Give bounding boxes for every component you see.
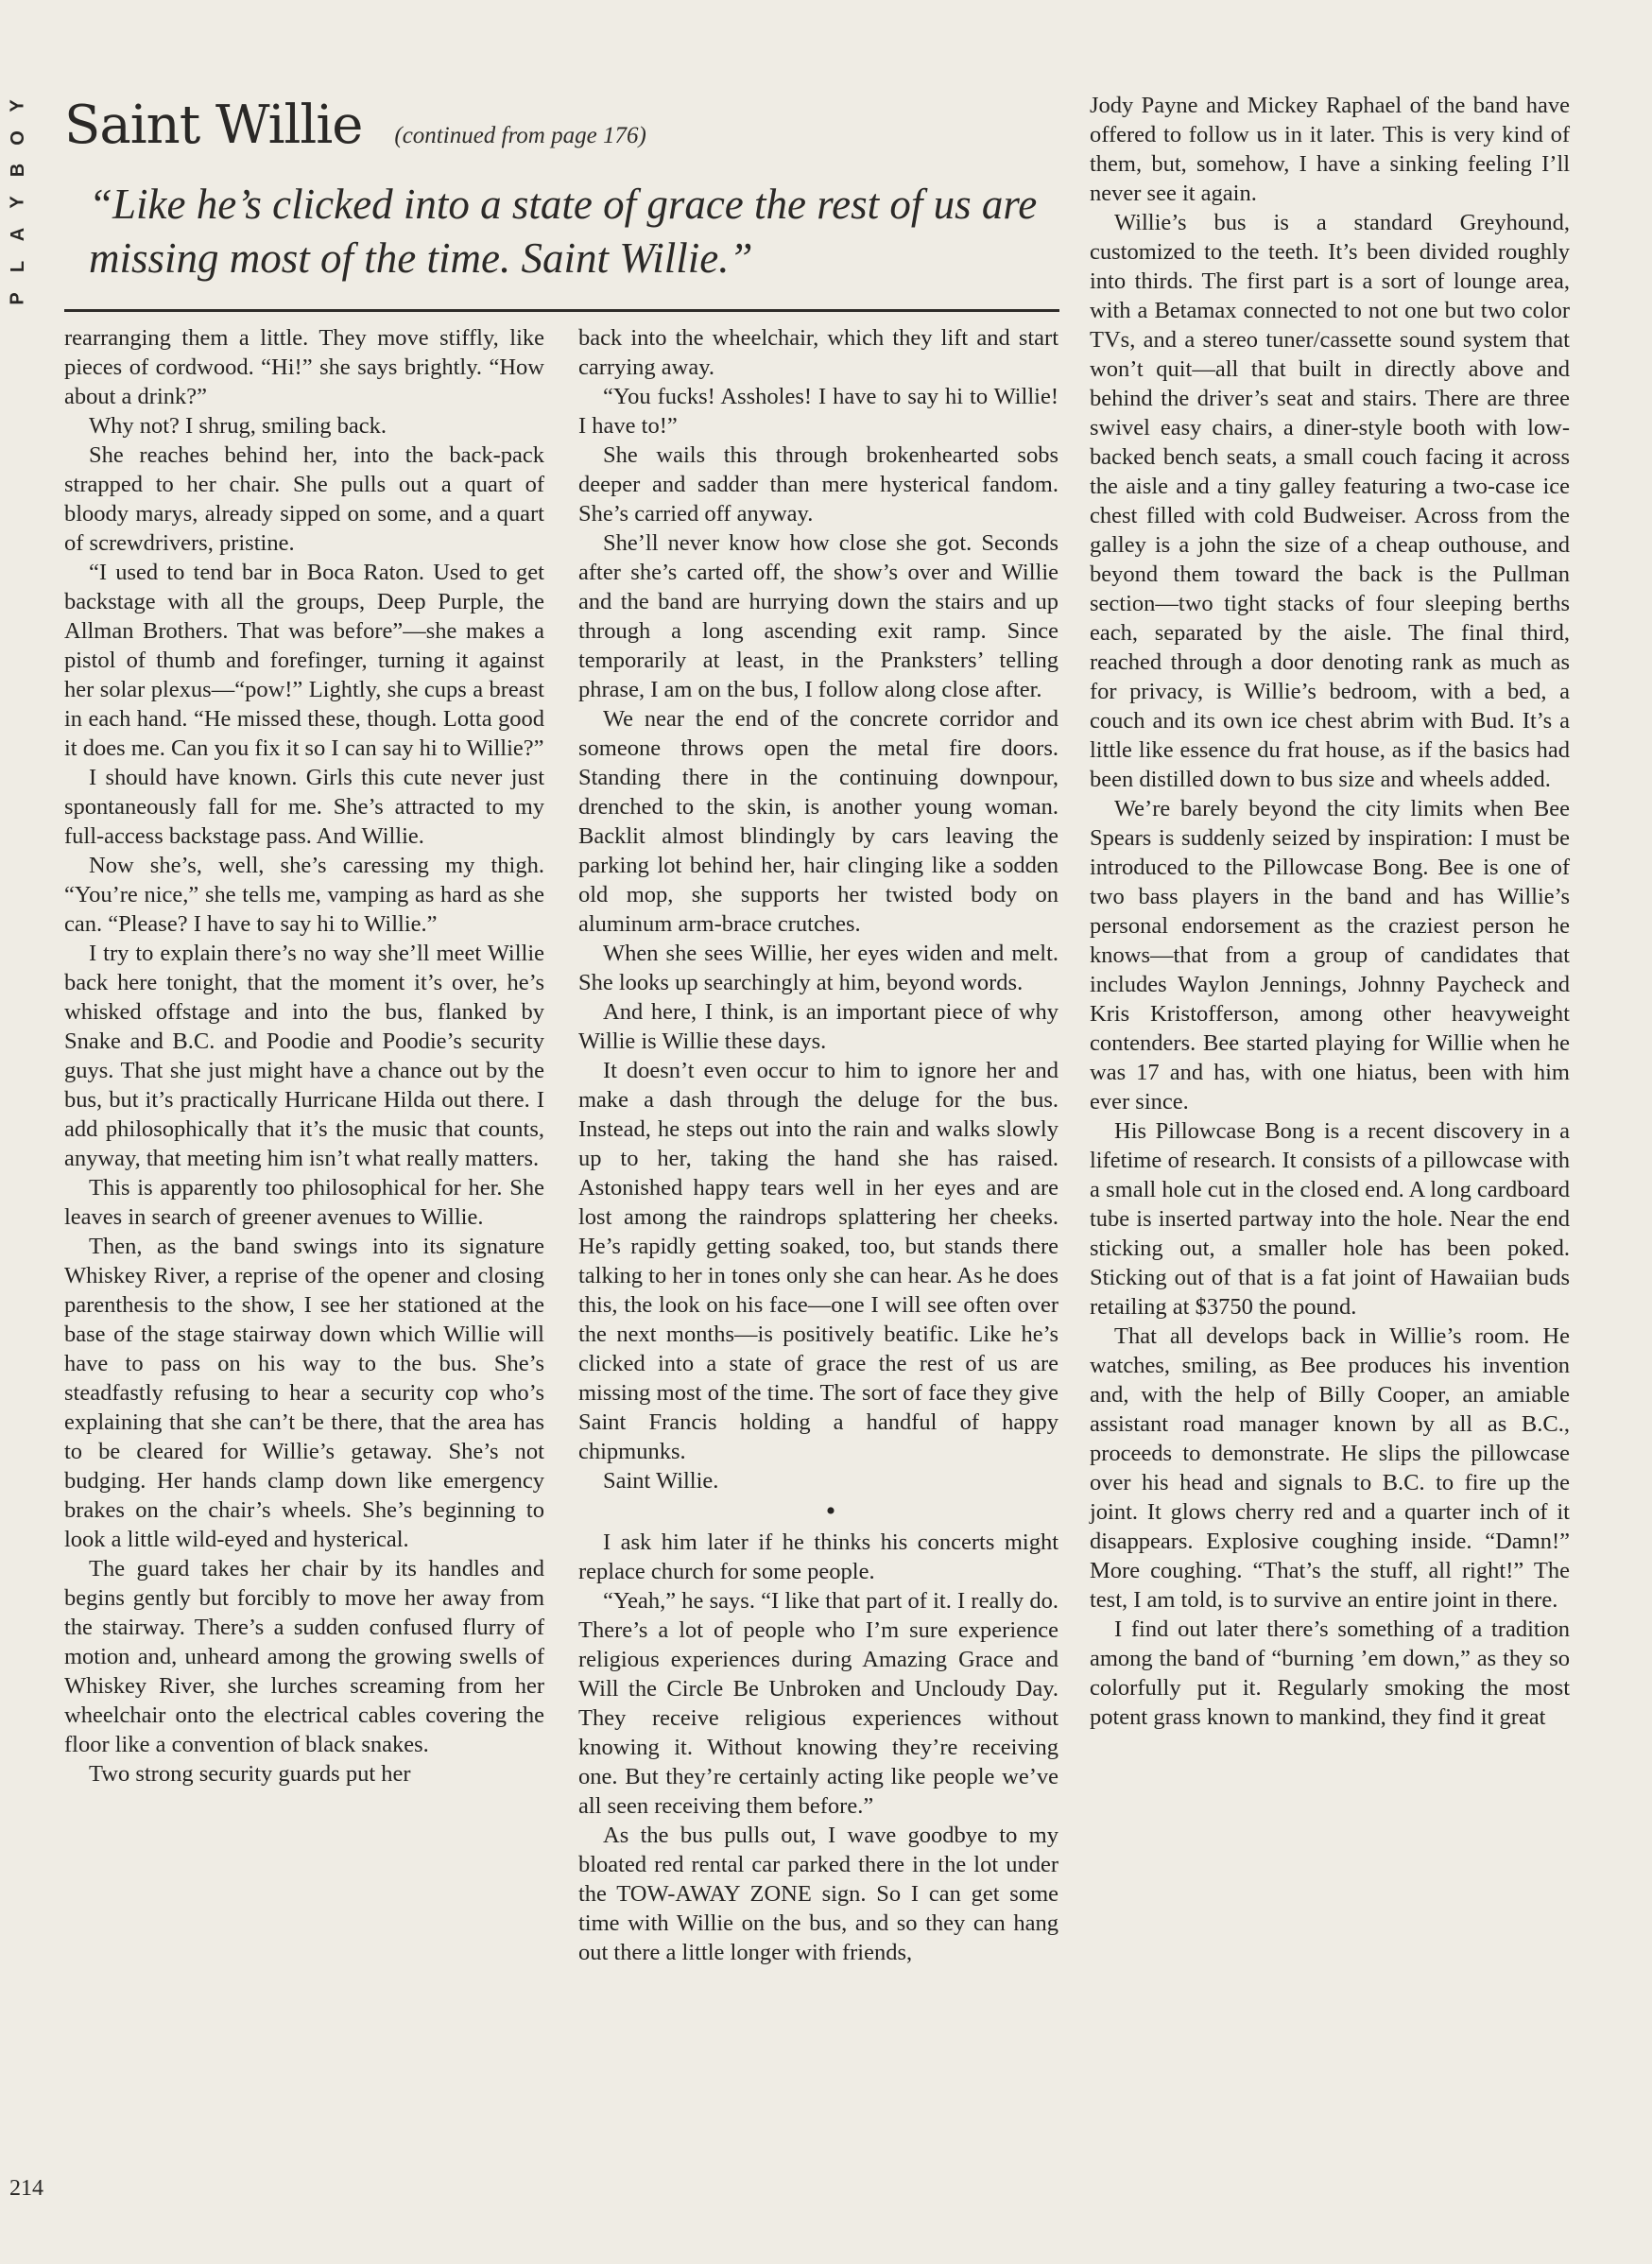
paragraph: Jody Payne and Mickey Raphael of the band have offered to follow us in it later. This is very kind of them, but, somehow, I have a sinking feeling I’ll never see it again. xyxy=(1090,93,1570,206)
article-header xyxy=(64,95,1057,156)
paragraph: Willie’s bus is a standard Greyhound, customized to the teeth. It’s been divided roughly into thirds. The first part is a sort of lounge area, with a Betamax connected to not one but two color TVs, and a stereo tuner/cassette sound system that won’t quit—all that built in directly above and behind the driver’s seat and stairs. There are three swivel easy chairs, a diner-style booth with low-backed bench seats, a small couch facing it across the aisle and a tiny galley featuring a two-case ice chest filled with cold Budweiser. Across from the galley is a john the size of a cheap outhouse, and beyond them toward the back is the Pullman section—two tight stacks of four sleeping berths each, separated by the aisle. The final third, reached through a door denoting rank as much as for privacy, is Willie’s bedroom, with a bed, a couch and its own ice chest abrim with Bud. It’s a little like essence du frat house, as if the basics had been distilled down to bus size and wheels added. xyxy=(1090,210,1570,792)
spine-letter: B xyxy=(7,163,28,178)
paragraph: We’re barely beyond the city limits when Bee Spears is suddenly seized by inspiration: I must be introduced to the Pillowcase Bong. Bee is one of two bass players in the band and has Willie’s personal endorsement as the craziest person he knows—that from a group of candidates that includes Waylon Jennings, Johnny Paycheck and Kris Kristofferson, among other heavyweight contenders. Bee started playing for Willie when he was 17 and has, with one hiatus, been with him ever since. xyxy=(1090,796,1570,1115)
spine-letter: O xyxy=(8,130,28,146)
text-column-1 xyxy=(64,323,544,1789)
magazine-spine-label xyxy=(4,90,32,354)
paragraph: “I used to tend bar in Boca Raton. Used to get backstage with all the groups, Deep Purple, the Allman Brothers. That was before”—she makes a pistol of thumb and forefinger, turning it against her solar plexus—“pow!” Lightly, she cups a breast in each hand. “He missed these, though. Lotta good it does me. Can you fix it so I can say hi to Willie?” xyxy=(64,560,544,761)
paragraph: She reaches behind her, into the back-pack strapped to her chair. She pulls out a quart of bloody marys, already sipped on some, and a quart of screwdrivers, pristine. xyxy=(64,442,544,556)
paragraph: This is apparently too philosophical for her. She leaves in search of greener avenues to Willie. xyxy=(64,1175,544,1230)
paragraph: When she sees Willie, her eyes widen and melt. She looks up searchingly at him, beyond words. xyxy=(578,941,1058,995)
paragraph: back into the wheelchair, which they lift and start carrying away. xyxy=(578,325,1058,380)
section-break-bullet: • xyxy=(825,1495,836,1527)
paragraph: Then, as the band swings into its signature Whiskey River, a reprise of the opener and closing parenthesis to the show, I see her stationed at the base of the stage stairway down which Willie will have to pass on his way to the bus. She’s steadfastly refusing to hear a security cop who’s explaining that she can’t be there, that the area has to be cleared for Willie’s getaway. She’s not budging. Her hands clamp down like emergency brakes on the chair’s wheels. She’s beginning to look a little wild-eyed and hysterical. xyxy=(64,1234,544,1552)
paragraph: And here, I think, is an important piece of why Willie is Willie these days. xyxy=(578,999,1058,1054)
paragraph: It doesn’t even occur to him to ignore her and make a dash through the deluge for the bus. Instead, he steps out into the rain and walks slowly up to her, taking the hand she has raised. Astonished happy tears well in her eyes and are lost among the raindrops splattering her cheeks. He’s rapidly getting soaked, too, but stands there talking to her in tones only she can hear. As he does this, the look on his face—one I will see often over the next months—is positively beatific. Like he’s clicked into a state of grace the rest of us are missing most of the time. The sort of face they give Saint Francis holding a handful of happy chipmunks. xyxy=(578,1058,1058,1464)
article-title: Saint Willie xyxy=(64,95,363,156)
text-column-2 xyxy=(578,323,1058,1967)
paragraph: We near the end of the concrete corridor and someone throws open the metal fire doors. Standing there in the continuing downpour, drenched to the skin, is another young woman. Backlit almost blindingly by cars leaving the parking lot behind her, hair clinging like a sodden old mop, she supports her twisted body on aluminum arm-brace crutches. xyxy=(578,706,1058,937)
spine-letter: Y xyxy=(8,196,28,209)
continued-note: (continued from page 176) xyxy=(394,123,646,148)
paragraph: “You fucks! Assholes! I have to say hi to Willie! I have to!” xyxy=(578,384,1058,439)
header-divider xyxy=(64,309,1059,312)
text-column-3 xyxy=(1090,91,1570,1732)
paragraph: Saint Willie. xyxy=(603,1468,719,1494)
spine-letter: P xyxy=(8,292,28,305)
paragraph: Now she’s, well, she’s caressing my thigh. “You’re nice,” she tells me, vamping as hard as she can. “Please? I have to say hi to Willie.” xyxy=(64,853,544,937)
paragraph: She wails this through brokenhearted sobs deeper and sadder than mere hysterical fandom. She’s carried off anyway. xyxy=(578,442,1058,527)
page-number: 214 xyxy=(9,2176,43,2201)
paragraph: I ask him later if he thinks his concerts might replace church for some people. xyxy=(578,1529,1058,1584)
paragraph: Two strong security guards put her xyxy=(89,1761,411,1787)
spine-letter: L xyxy=(8,260,28,273)
pull-quote: “Like he’s clicked into a state of grace the rest of us are missing most of the time. Saint Willie.” xyxy=(89,181,1038,282)
paragraph: Why not? I shrug, smiling back. xyxy=(89,413,387,439)
paragraph: rearranging them a little. They move stiffly, like pieces of cordwood. “Hi!” she says brightly. “How about a drink?” xyxy=(64,325,544,409)
paragraph: She’ll never know how close she got. Seconds after she’s carted off, the show’s over and Willie and the band are hurrying down the stairs and up through a long ascending exit ramp. Since temporarily at least, in the Pranksters’ telling phrase, I am on the bus, I follow along close after. xyxy=(578,530,1058,702)
spine-letter: Y xyxy=(8,99,28,112)
paragraph: The guard takes her chair by its handles and begins gently but forcibly to move her away from the stairway. There’s a sudden confused flurry of motion and, unheard among the growing swells of Whiskey River, she lurches screaming from her wheelchair onto the electrical cables covering the floor like a convention of black snakes. xyxy=(64,1556,544,1757)
paragraph: As the bus pulls out, I wave goodbye to my bloated red rental car parked there in the lot under the TOW-AWAY ZONE sign. So I can get some time with Willie on the bus, and so they can hang out there a little longer with friends, xyxy=(578,1823,1058,1965)
paragraph: That all develops back in Willie’s room. He watches, smiling, as Bee produces his invention and, with the help of Billy Cooper, an amiable assistant road manager known by all as B.C., proceeds to demonstrate. He slips the pillowcase over his head and signals to B.C. to fire up the joint. It glows cherry red and a quarter inch of it disappears. Explosive coughing inside. “Damn!” More coughing. “That’s the stuff, all right!” The test, I am told, is to survive an entire joint in there. xyxy=(1090,1323,1570,1613)
paragraph: I find out later there’s something of a tradition among the band of “burning ’em down,” as they so colorfully put it. Regularly smoking the most potent grass known to mankind, they find it great xyxy=(1090,1616,1570,1730)
paragraph: “Yeah,” he says. “I like that part of it. I really do. There’s a lot of people who I’m sure experience religious experiences during Amazing Grace and Will the Circle Be Unbroken and Uncloudy Day. They receive religious experiences without knowing it. Without knowing they’re receiving one. But they’re certainly acting like people we’ve all seen receiving them before.” xyxy=(578,1588,1058,1819)
spine-letter: A xyxy=(7,227,28,242)
paragraph: His Pillowcase Bong is a recent discovery in a lifetime of research. It consists of a pillowcase with a small hole cut in the closed end. A long cardboard tube is inserted partway into the hole. Near the end sticking out, a smaller hole has been poked. Sticking out of that is a fat joint of Hawaiian buds retailing at $3750 the pound. xyxy=(1090,1118,1570,1320)
paragraph: I should have known. Girls this cute never just spontaneously fall for me. She’s attracted to my full-access backstage pass. And Willie. xyxy=(64,765,544,849)
paragraph: I try to explain there’s no way she’ll meet Willie back here tonight, that the moment it’s over, he’s whisked offstage and into the bus, flanked by Snake and B.C. and Poodie and Poodie’s security guys. That she just might have a chance out by the bus, but it’s practically Hurricane Hilda out there. I add philosophically that it’s the music that counts, anyway, that meeting him isn’t what really matters. xyxy=(64,941,544,1171)
